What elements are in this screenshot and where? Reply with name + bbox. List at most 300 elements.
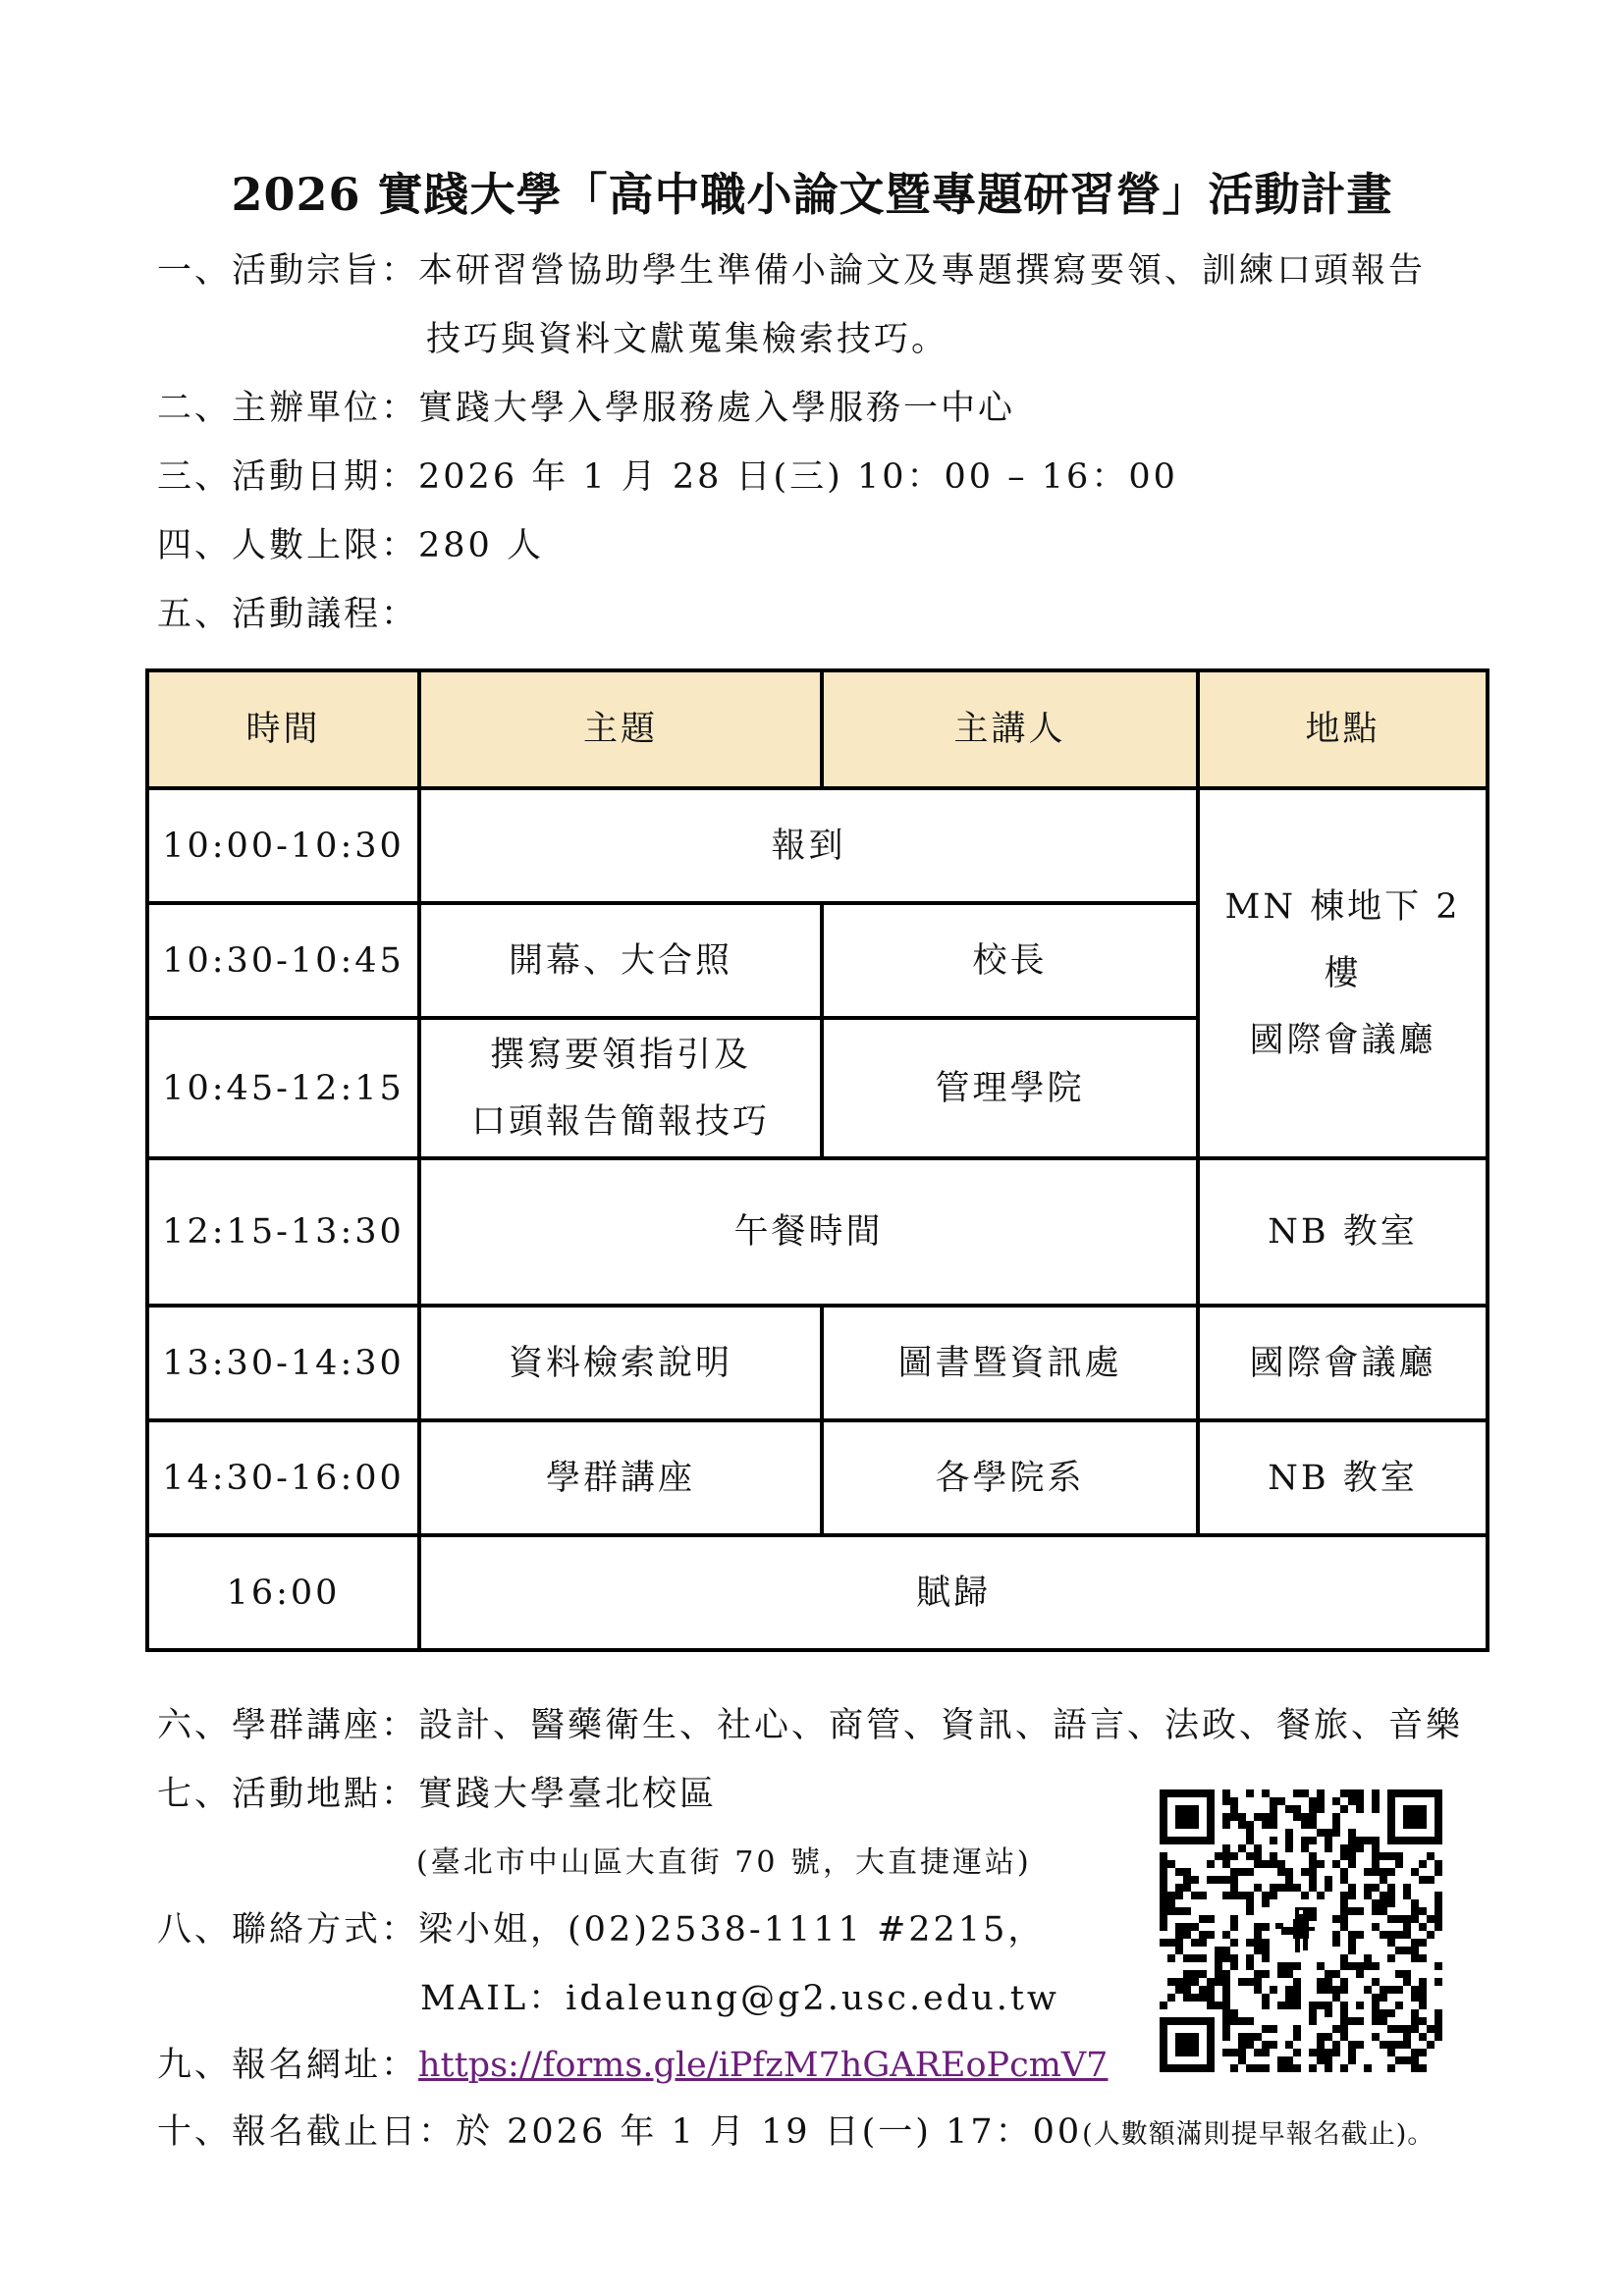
qr-code[interactable]	[1160, 1789, 1442, 2072]
qr-module	[1215, 1954, 1222, 1962]
qr-module	[1387, 2025, 1395, 2033]
qr-module	[1254, 1978, 1262, 1986]
table-row-speaker: 各學院系	[824, 1422, 1200, 1537]
qr-module	[1364, 1962, 1372, 1970]
qr-module	[1191, 1970, 1199, 1978]
qr-module	[1254, 1947, 1262, 1954]
qr-module	[1403, 2025, 1411, 2033]
qr-module	[1175, 1884, 1183, 1892]
registration-line	[157, 2038, 1108, 2087]
qr-module	[1222, 1954, 1230, 1962]
qr-module	[1317, 2056, 1325, 2064]
qr-module	[1270, 1813, 1277, 1821]
qr-module	[1293, 1884, 1301, 1892]
qr-module	[1380, 1931, 1387, 1939]
qr-module	[1348, 1860, 1356, 1868]
qr-module	[1309, 1884, 1317, 1892]
qr-module	[1262, 1954, 1270, 1962]
venue-line	[157, 1767, 717, 1816]
qr-module	[1348, 2017, 1356, 2025]
qr-module	[1380, 2017, 1387, 2025]
qr-module	[1207, 1986, 1215, 1994]
qr-module	[1395, 2041, 1403, 2049]
qr-module	[1395, 2056, 1403, 2064]
qr-module	[1285, 1970, 1293, 1978]
qr-module	[1262, 1939, 1270, 1947]
qr-module	[1372, 2002, 1380, 2009]
qr-module	[1435, 1978, 1442, 1986]
qr-module	[1207, 2002, 1215, 2009]
qr-module	[1230, 1923, 1238, 1931]
qr-module	[1348, 1837, 1356, 1844]
qr-module	[1356, 1844, 1364, 1852]
qr-module	[1199, 1931, 1207, 1939]
qr-module	[1230, 1954, 1238, 1962]
qr-module	[1325, 1884, 1332, 1892]
qr-module	[1427, 1915, 1435, 1923]
qr-module	[1387, 1986, 1395, 1994]
qr-module	[1348, 1939, 1356, 1947]
qr-module	[1435, 2009, 1442, 2017]
table-row-time: 12:15-13:30	[149, 1160, 421, 1308]
qr-module	[1380, 1852, 1387, 1860]
qr-module	[1317, 2041, 1325, 2049]
qr-module	[1325, 2033, 1332, 2041]
qr-module	[1340, 1876, 1348, 1884]
qr-module	[1207, 1915, 1215, 1923]
qr-module	[1403, 1884, 1411, 1892]
organizer-label: 二、主辦單位：	[157, 389, 419, 428]
qr-module	[1222, 1986, 1230, 1994]
qr-module	[1183, 1954, 1191, 1962]
capacity-line	[157, 518, 544, 567]
qr-module	[1270, 1986, 1277, 1994]
qr-module	[1340, 1805, 1348, 1813]
qr-module	[1411, 1947, 1419, 1954]
qr-module	[1160, 1939, 1167, 1947]
qr-module	[1356, 1797, 1364, 1805]
qr-module	[1238, 1844, 1246, 1852]
qr-module	[1348, 1789, 1356, 1797]
qr-module	[1387, 1931, 1395, 1939]
qr-module	[1160, 1884, 1167, 1892]
qr-module	[1230, 2009, 1238, 2017]
qr-module	[1340, 2025, 1348, 2033]
qr-module	[1285, 1829, 1293, 1837]
qr-module	[1419, 1876, 1427, 1884]
qr-module	[1435, 1860, 1442, 1868]
qr-module	[1332, 1829, 1340, 1837]
qr-module	[1340, 1978, 1348, 1986]
qr-module	[1301, 1813, 1309, 1821]
qr-module	[1270, 2025, 1277, 2033]
qr-module	[1309, 2064, 1317, 2072]
qr-module	[1230, 1962, 1238, 1970]
registration-link[interactable]: https://forms.gle/iPfzM7hGAREoPcmV7	[418, 2046, 1109, 2085]
qr-module	[1340, 1923, 1348, 1931]
header-time: 時間	[149, 672, 421, 790]
qr-module	[1183, 1884, 1191, 1892]
qr-module	[1395, 1986, 1403, 1994]
qr-module	[1160, 1892, 1167, 1899]
qr-module	[1403, 1978, 1411, 1986]
qr-module	[1230, 1852, 1238, 1860]
qr-module	[1277, 2002, 1285, 2009]
qr-module	[1395, 2002, 1403, 2009]
lectures-value: 設計、醫藥衛生、社心、商管、資訊、語言、法政、餐旅、音樂	[418, 1706, 1464, 1745]
qr-module	[1183, 1876, 1191, 1884]
qr-module	[1348, 1947, 1356, 1954]
qr-module	[1387, 1868, 1395, 1876]
lectures-label: 六、學群講座：	[157, 1706, 419, 1745]
qr-module	[1372, 1899, 1380, 1907]
qr-module	[1340, 2017, 1348, 2025]
qr-module	[1372, 1994, 1380, 2002]
qr-module	[1222, 1994, 1230, 2002]
qr-module	[1262, 2002, 1270, 2009]
qr-module	[1372, 1852, 1380, 1860]
qr-module	[1246, 1821, 1254, 1829]
qr-module	[1411, 1994, 1419, 2002]
qr-module	[1293, 1978, 1301, 1986]
contact-line	[157, 1902, 1045, 1951]
qr-module	[1230, 1939, 1238, 1947]
qr-module	[1340, 1907, 1348, 1915]
qr-module	[1254, 1844, 1262, 1852]
qr-module	[1332, 1939, 1340, 1947]
organizer-value: 實踐大學入學服務處入學服務一中心	[418, 389, 1016, 428]
qr-module	[1238, 2056, 1246, 2064]
qr-module	[1419, 2002, 1427, 2009]
qr-module	[1254, 1931, 1262, 1939]
qr-module	[1199, 1970, 1207, 1978]
qr-module	[1348, 1797, 1356, 1805]
qr-module	[1317, 1986, 1325, 1994]
qr-module	[1167, 1978, 1175, 1986]
organizer-line	[157, 381, 1015, 430]
qr-module	[1372, 1805, 1380, 1813]
table-row-topic: 午餐時間	[421, 1160, 1200, 1308]
qr-module	[1332, 2041, 1340, 2049]
qr-module	[1199, 1892, 1207, 1899]
qr-module	[1435, 1923, 1442, 1931]
qr-module	[1340, 1789, 1348, 1797]
qr-module	[1340, 1852, 1348, 1860]
deadline-note: (人數額滿則提早報名截止)。	[1082, 2119, 1435, 2150]
qr-module	[1332, 1860, 1340, 1868]
qr-module	[1340, 1915, 1348, 1923]
qr-module	[1340, 1899, 1348, 1907]
table-row-time: 16:00	[149, 1537, 421, 1648]
qr-module	[1419, 2017, 1427, 2025]
qr-module	[1246, 1892, 1254, 1899]
qr-module	[1199, 1915, 1207, 1923]
qr-module	[1246, 1954, 1254, 1962]
qr-module	[1364, 1837, 1372, 1844]
qr-module	[1230, 1892, 1238, 1899]
qr-module	[1325, 1970, 1332, 1978]
qr-module	[1230, 1813, 1238, 1821]
qr-module	[1435, 1915, 1442, 1923]
qr-module	[1285, 2064, 1293, 2072]
qr-module	[1207, 1860, 1215, 1868]
qr-module	[1270, 1892, 1277, 1899]
qr-module	[1387, 1954, 1395, 1962]
qr-module	[1309, 1821, 1317, 1829]
qr-module	[1262, 1947, 1270, 1954]
qr-module	[1160, 1923, 1167, 1931]
purpose-text-line1: 本研習營協助學生準備小論文及專題撰寫要領、訓練口頭報告	[418, 251, 1427, 291]
qr-module	[1254, 2064, 1262, 2072]
deadline-line	[157, 2105, 1435, 2154]
qr-module	[1238, 1813, 1246, 1821]
qr-module	[1403, 1947, 1411, 1954]
header-location: 地點	[1200, 672, 1486, 790]
qr-module	[1215, 1876, 1222, 1884]
qr-module	[1191, 1939, 1199, 1947]
qr-module	[1175, 1978, 1183, 1986]
table-row-time: 10:00-10:30	[149, 790, 421, 905]
qr-module	[1262, 1923, 1270, 1931]
capacity-value: 280 人	[418, 526, 544, 565]
qr-module	[1427, 2025, 1435, 2033]
qr-module	[1277, 2064, 1285, 2072]
table-row-location: 國際會議廳	[1200, 1308, 1486, 1422]
qr-module	[1356, 1789, 1364, 1797]
qr-module	[1411, 2025, 1419, 2033]
qr-module	[1191, 1954, 1199, 1962]
qr-module	[1340, 2002, 1348, 2009]
venue-address: (臺北市中山區大直街 70 號，大直捷運站)	[416, 1845, 1032, 1880]
qr-module	[1230, 1876, 1238, 1884]
qr-module	[1348, 1931, 1356, 1939]
qr-module	[1285, 1962, 1293, 1970]
qr-module	[1325, 1829, 1332, 1837]
table-row-speaker: 校長	[824, 905, 1200, 1020]
table-row-location: NB 教室	[1200, 1160, 1486, 1308]
qr-module	[1411, 1939, 1419, 1947]
qr-module	[1309, 1868, 1317, 1876]
qr-module	[1380, 1868, 1387, 1876]
qr-module	[1325, 2002, 1332, 2009]
qr-module	[1348, 1844, 1356, 1852]
qr-module	[1270, 1884, 1277, 1892]
qr-module	[1332, 1994, 1340, 2002]
qr-module	[1411, 1986, 1419, 1994]
qr-module	[1167, 1954, 1175, 1962]
qr-module	[1332, 1931, 1340, 1939]
qr-module	[1356, 1837, 1364, 1844]
qr-module	[1387, 1939, 1395, 1947]
qr-module	[1246, 1899, 1254, 1907]
table-row-topic: 開幕、大合照	[421, 905, 824, 1020]
qr-module	[1309, 2049, 1317, 2056]
qr-module	[1167, 1994, 1175, 2002]
qr-module	[1348, 2049, 1356, 2056]
table-row-topic: 報到	[421, 790, 1200, 905]
qr-module	[1332, 1821, 1340, 1829]
qr-module	[1387, 1892, 1395, 1899]
qr-module	[1207, 1876, 1215, 1884]
qr-module	[1411, 1954, 1419, 1962]
topic-line1: 撰寫要領指引及	[489, 1035, 751, 1075]
qr-module	[1435, 2017, 1442, 2025]
qr-module	[1285, 1986, 1293, 1994]
qr-module	[1372, 1962, 1380, 1970]
qr-module	[1380, 1994, 1387, 2002]
qr-module	[1230, 1805, 1238, 1813]
qr-module	[1380, 1986, 1387, 1994]
qr-module	[1419, 2033, 1427, 2041]
qr-module	[1262, 1821, 1270, 1829]
qr-module	[1419, 2064, 1427, 2072]
qr-module	[1403, 1931, 1411, 1939]
qr-module	[1332, 2025, 1340, 2033]
qr-module	[1160, 1876, 1167, 1884]
qr-module	[1222, 1970, 1230, 1978]
qr-module	[1293, 1805, 1301, 1813]
qr-module	[1238, 1892, 1246, 1899]
qr-module	[1293, 1789, 1301, 1797]
qr-module	[1372, 1837, 1380, 1844]
qr-module	[1285, 1844, 1293, 1852]
qr-module	[1356, 1931, 1364, 1939]
qr-module	[1191, 1892, 1199, 1899]
qr-module	[1246, 1978, 1254, 1986]
qr-module	[1419, 1954, 1427, 1962]
qr-module	[1340, 1954, 1348, 1962]
qr-module	[1293, 1986, 1301, 1994]
qr-module	[1246, 2041, 1254, 2049]
qr-module	[1364, 2064, 1372, 2072]
qr-module	[1270, 2041, 1277, 2049]
qr-module	[1317, 2033, 1325, 2041]
qr-module	[1403, 2056, 1411, 2064]
qr-module	[1380, 1892, 1387, 1899]
venue-label: 七、活動地點：	[157, 1775, 419, 1814]
qr-module	[1348, 1852, 1356, 1860]
contact-value: 梁小姐，(02)2538-1111 #2215，	[418, 1910, 1046, 1949]
qr-module	[1277, 1868, 1285, 1876]
qr-module	[1395, 1931, 1403, 1939]
qr-module	[1270, 1805, 1277, 1813]
qr-module	[1262, 1860, 1270, 1868]
qr-module	[1325, 1876, 1332, 1884]
qr-module	[1215, 1962, 1222, 1970]
qr-module	[1395, 1852, 1403, 1860]
qr-finder-top-right	[1387, 1789, 1442, 1844]
qr-module	[1411, 1868, 1419, 1876]
qr-module	[1309, 2009, 1317, 2017]
qr-module	[1309, 1860, 1317, 1868]
qr-module	[1340, 1868, 1348, 1876]
qr-module	[1285, 1805, 1293, 1813]
deadline-value: 於 2026 年 1 月 19 日(一) 17：00	[456, 2112, 1083, 2152]
qr-module	[1262, 2025, 1270, 2033]
qr-module	[1246, 2033, 1254, 2041]
qr-module	[1167, 1899, 1175, 1907]
qr-module	[1222, 1789, 1230, 1797]
table-row-location: NB 教室	[1200, 1422, 1486, 1537]
qr-module	[1167, 1939, 1175, 1947]
qr-module	[1387, 2009, 1395, 2017]
qr-module	[1317, 1860, 1325, 1868]
qr-module	[1285, 2002, 1293, 2009]
qr-module	[1215, 1978, 1222, 1986]
qr-module	[1332, 1797, 1340, 1805]
qr-module	[1254, 1860, 1262, 1868]
qr-module	[1246, 1837, 1254, 1844]
qr-module	[1183, 1978, 1191, 1986]
qr-module	[1356, 1907, 1364, 1915]
qr-module	[1395, 1915, 1403, 1923]
qr-module	[1403, 1892, 1411, 1899]
qr-module	[1317, 2002, 1325, 2009]
qr-module	[1222, 2049, 1230, 2056]
qr-module	[1403, 1915, 1411, 1923]
qr-module	[1348, 1962, 1356, 1970]
qr-module	[1356, 1962, 1364, 1970]
qr-module	[1191, 1923, 1199, 1931]
qr-module	[1222, 2009, 1230, 2017]
qr-module	[1332, 1915, 1340, 1923]
qr-module	[1293, 2002, 1301, 2009]
qr-module	[1325, 1844, 1332, 1852]
qr-module	[1356, 2002, 1364, 2009]
qr-module	[1419, 1860, 1427, 1868]
qr-module	[1435, 2025, 1442, 2033]
qr-module	[1309, 1805, 1317, 1813]
qr-module	[1293, 2025, 1301, 2033]
qr-module	[1167, 1907, 1175, 1915]
date-line	[157, 450, 1178, 499]
qr-module	[1387, 2064, 1395, 2072]
qr-module	[1309, 2017, 1317, 2025]
qr-module	[1309, 1876, 1317, 1884]
registration-label: 九、報名網址：	[157, 2046, 419, 2085]
qr-module	[1175, 1939, 1183, 1947]
qr-module	[1317, 2049, 1325, 2056]
qr-module	[1246, 2064, 1254, 2072]
qr-module	[1160, 1907, 1167, 1915]
qr-module	[1262, 2064, 1270, 2072]
contact-label: 八、聯絡方式：	[157, 1910, 419, 1949]
qr-module	[1175, 1931, 1183, 1939]
qr-module	[1238, 2017, 1246, 2025]
qr-module	[1160, 2002, 1167, 2009]
purpose-text-line2: 技巧與資料文獻蒐集檢索技巧。	[426, 320, 949, 359]
qr-module	[1222, 1860, 1230, 1868]
qr-module	[1277, 1860, 1285, 1868]
qr-module	[1411, 2056, 1419, 2064]
qr-module	[1325, 2009, 1332, 2017]
qr-module	[1270, 1821, 1277, 1829]
qr-module	[1301, 1892, 1309, 1899]
merged-location-cell	[1200, 790, 1486, 1160]
qr-module	[1293, 1962, 1301, 1970]
qr-module	[1372, 1978, 1380, 1986]
topic-line2: 口頭報告簡報技巧	[470, 1101, 770, 1142]
qr-module	[1332, 2049, 1340, 2056]
qr-module	[1387, 2049, 1395, 2056]
qr-module	[1325, 1986, 1332, 1994]
qr-module	[1238, 1821, 1246, 1829]
qr-module	[1380, 2041, 1387, 2049]
qr-module	[1380, 1876, 1387, 1884]
qr-module	[1435, 1962, 1442, 1970]
qr-module	[1427, 1852, 1435, 1860]
qr-module	[1301, 1821, 1309, 1829]
